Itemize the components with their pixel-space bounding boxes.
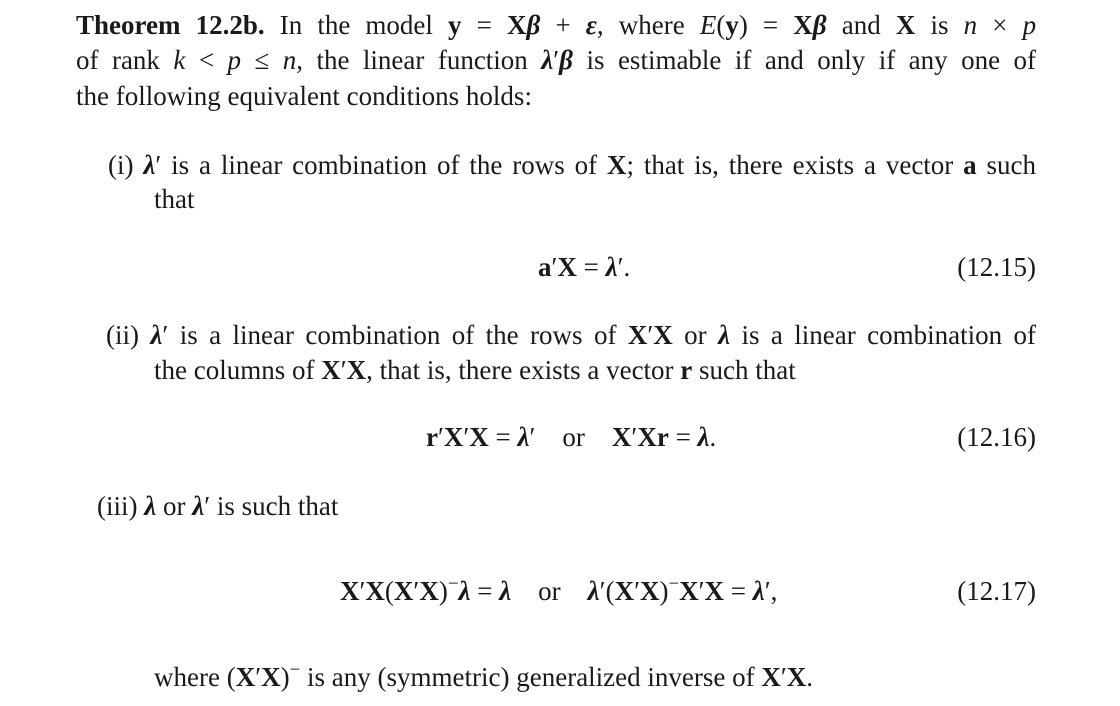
rank-condition: k < p ≤ n	[173, 45, 297, 75]
equation-12-17: X′X(X′X)−λ = λ or λ′(X′X)−X′X = λ′,	[340, 573, 778, 606]
theorem-line-1: Theorem 12.2b. In the model y = Xβ + ε, where E(y) = Xβ and X is n × p	[76, 10, 1037, 40]
condition-iii-line-1: (iii) λ or λ′ is such that	[97, 491, 339, 521]
equation-12-15: a′X = λ′.	[538, 252, 631, 282]
footer-line: where (X′X)− is any (symmetric) generalized inverse of X′X.	[154, 659, 814, 692]
theorem-line-2: of rank k < p ≤ n, the linear function λ′β is estimable if and only if any one of	[76, 45, 1037, 75]
equation-12-16: r′X′X = λ′ or X′Xr = λ.	[426, 422, 717, 452]
condition-ii-line-1: (ii) λ′ is a linear combination of the rows of X′X or λ is a linear combination of	[106, 320, 1036, 350]
equation-number-12-16: (12.16)	[957, 422, 1036, 452]
condition-i-line-2: that	[154, 184, 195, 214]
dimension-expr: n × p	[963, 10, 1037, 40]
theorem-line-3: the following equivalent conditions holds:	[76, 81, 532, 111]
model-equation: y = Xβ + ε	[448, 10, 597, 40]
condition-i-marker: (i)	[108, 150, 134, 180]
condition-i-line-1: (i) λ′ is a linear combination of the rows of X; that is, there exists a vector a such	[108, 150, 1037, 180]
condition-ii-marker: (ii)	[106, 320, 139, 350]
expectation-equation: E(y) = Xβ	[699, 10, 827, 40]
condition-iii-marker: (iii)	[97, 491, 138, 521]
condition-ii-line-2: the columns of X′X, that is, there exists a vector r such that	[154, 355, 796, 385]
theorem-label: Theorem 12.2b.	[76, 10, 265, 40]
equation-number-12-15: (12.15)	[957, 252, 1036, 282]
equation-number-12-17: (12.17)	[957, 576, 1036, 606]
linear-function: λ′β	[541, 45, 574, 75]
